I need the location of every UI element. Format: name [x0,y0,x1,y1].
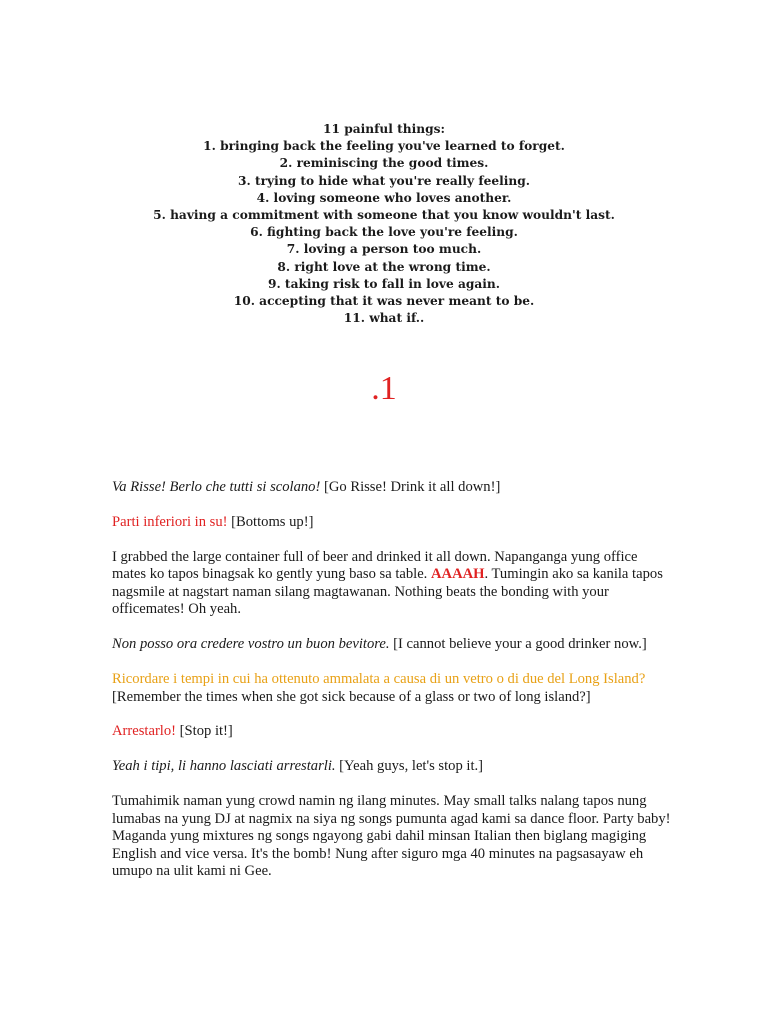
italian-line: Non posso ora credere vostro un buon bevitore. [112,636,390,653]
translation: [I cannot believe your a good drinker now.] [389,636,647,653]
story-paragraph [112,671,672,706]
translation: [Go Risse! Drink it all down!] [320,479,501,495]
italian-line: Yeah i tipi, li hanno lasciati arrestarli. [112,758,336,775]
italian-line: Ricordare i tempi in cui ha ottenuto ammalata a causa di un vetro o di due del Long Island? [112,671,646,688]
list-item: 9. taking risk to fall in love again. [267,276,501,291]
story-body [112,479,672,898]
italian-line: Va Risse! Berlo che tutti si scolano! [112,479,321,495]
list-title: 11 painful things: [323,122,445,136]
story-paragraph: Tumahimik naman yung crowd namin ng ilang minutes. May small talks nalang tapos nung lumabas na yung DJ at nagmix na siya ng songs pumunta agad kami sa dance floor. Party baby! Maganda yung mixtures ng songs ngayong gabi dahil minsan Italian then biglang magiging English and vice versa. It's the bomb! Nung after siguro mga 40 minutes na pagsasayaw eh umupo na ulit kami ni Gee. [112,793,671,880]
italian-line: Parti inferiori in su! [112,513,228,530]
list-item: 4. loving someone who loves another. [256,190,512,205]
list-item: 7. loving a person too much. [286,242,482,257]
painful-things-list [0,121,768,327]
story-paragraph [112,636,672,654]
list-item: 6. fighting back the love you're feeling. [250,225,518,240]
story-paragraph [112,479,672,497]
story-paragraph [112,758,672,776]
italian-line: Arrestarlo! [112,723,177,740]
translation: [Yeah guys, let's stop it.] [335,758,484,775]
list-item: 11. what if.. [343,311,425,326]
chapter-number: .1 [371,370,397,407]
list-item: 5. having a commitment with someone that you know wouldn't last. [153,208,615,223]
translation: [Remember the times when she got sick because of a glass or two of long island?] [112,688,591,705]
translation: [Bottoms up!] [227,513,314,530]
story-paragraph [112,549,672,619]
shout-text: AAAAH [430,566,485,583]
list-item: 2. reminiscing the good times. [279,156,489,171]
story-paragraph [112,514,672,532]
story-paragraph [112,723,672,741]
list-item: 3. trying to hide what you're really feeling. [237,173,530,188]
list-item: 1. bringing back the feeling you've learned to forget. [203,139,565,154]
narration: . Tumingin ako sa kanila tapos nagsmile at nagstart naman silang magtawanan. Nothing beats the bonding with your officemates! Oh yeah. [112,566,663,618]
translation: [Stop it!] [176,723,233,740]
list-item: 10. accepting that it was never meant to be. [233,294,535,309]
narration: I grabbed the large container full of beer and drinked it all down. Napanganga yung office mates ko tapos binagsak ko gently yung baso sa table. [112,548,638,583]
list-item: 8. right love at the wrong time. [277,259,491,274]
